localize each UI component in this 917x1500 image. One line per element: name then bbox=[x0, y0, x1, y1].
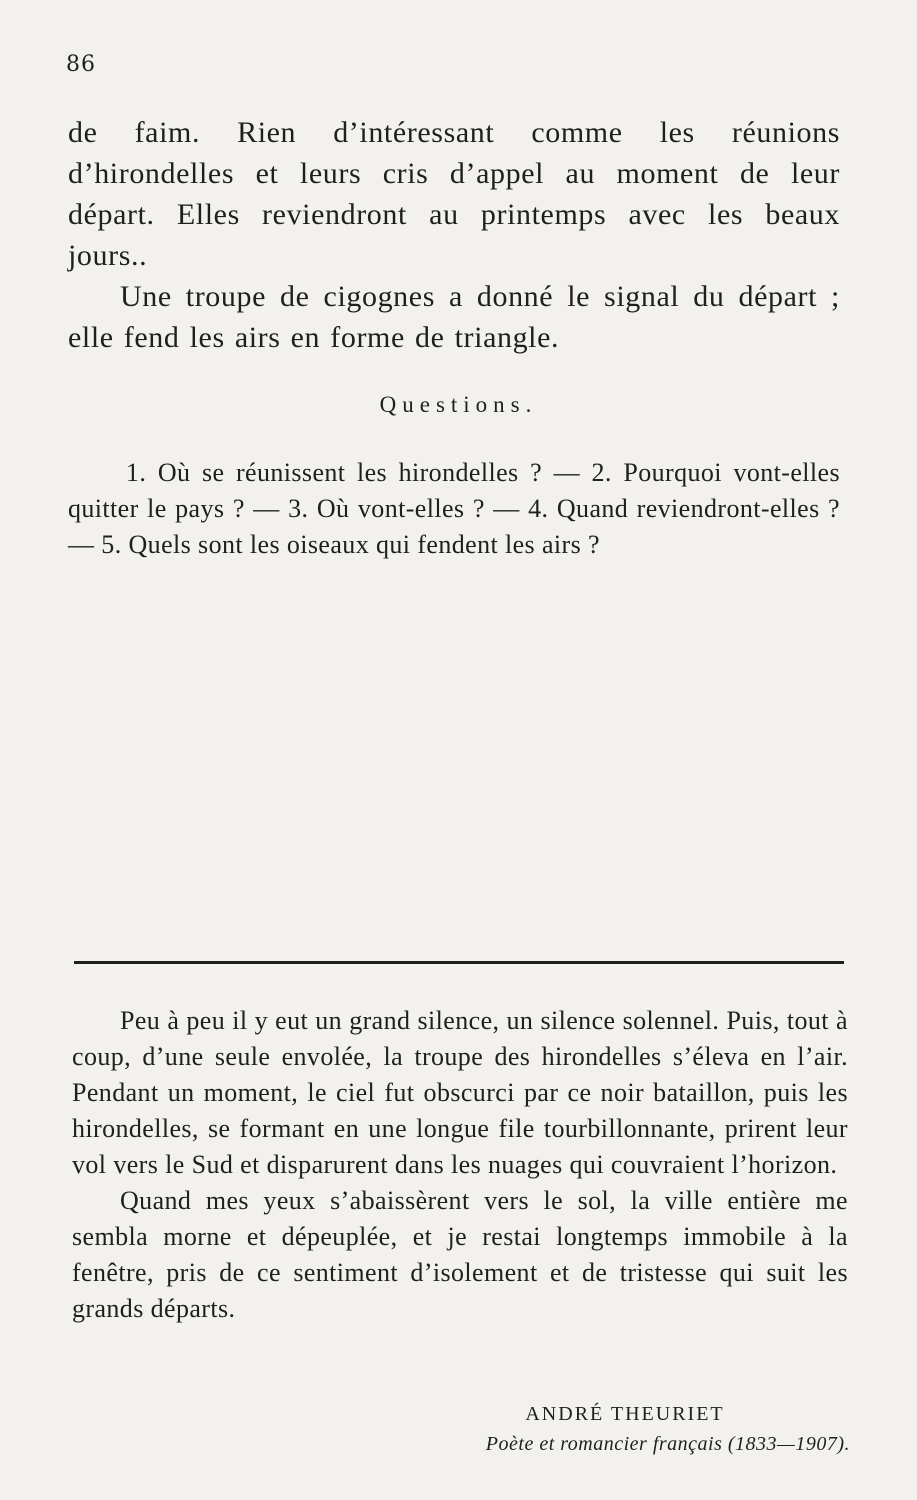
paragraph-1: de faim. Rien d’intéressant comme les réunions d’hirondelles et leurs cris d’appel au moment de leur départ. Elles reviendront au printemps avec les beaux jours.. bbox=[68, 116, 840, 272]
page-number: 86 bbox=[66, 52, 96, 77]
excerpt-paragraph-2: Quand mes yeux s’abaissèrent vers le sol, la ville entière me sembla morne et dépeuplée, et je restai longtemps immobile à la fenêtre, pris de ce sentiment d’isolement et de tristesse qui suit les grands départs. bbox=[72, 1186, 848, 1323]
excerpt-paragraph-1: Peu à peu il y eut un grand silence, un silence solennel. Puis, tout à coup, d’une seule envolée, la troupe des hirondelles s’éleva en l’air. Pendant un moment, le ciel fut obscurci par ce noir bataillon, puis les hirondelles, se formant en une longue file tourbillonnante, prirent leur vol vers le Sud et disparurent dans les nuages qui couvraient l’horizon. bbox=[72, 1006, 848, 1179]
questions-list: 1. Où se réunissent les hirondelles ? — 2. Pourquoi vont-elles quitter le pays ? — 3. Où vont-elles ? — 4. Quand reviendront-elles ? — 5. Quels sont les oiseaux qui fendent les airs ? bbox=[68, 458, 840, 559]
horizontal-rule bbox=[74, 961, 844, 964]
paragraph-2: Une troupe de cigognes a donné le signal du départ ; elle fend les airs en forme de triangle. bbox=[68, 280, 840, 354]
questions-heading: Questions. bbox=[379, 392, 538, 417]
main-text bbox=[68, 112, 840, 358]
author-description: Poète et romancier français (1833—1907). bbox=[485, 1433, 850, 1455]
author-name: ANDRÉ THEURIET bbox=[525, 1403, 725, 1425]
excerpt bbox=[72, 1003, 848, 1327]
